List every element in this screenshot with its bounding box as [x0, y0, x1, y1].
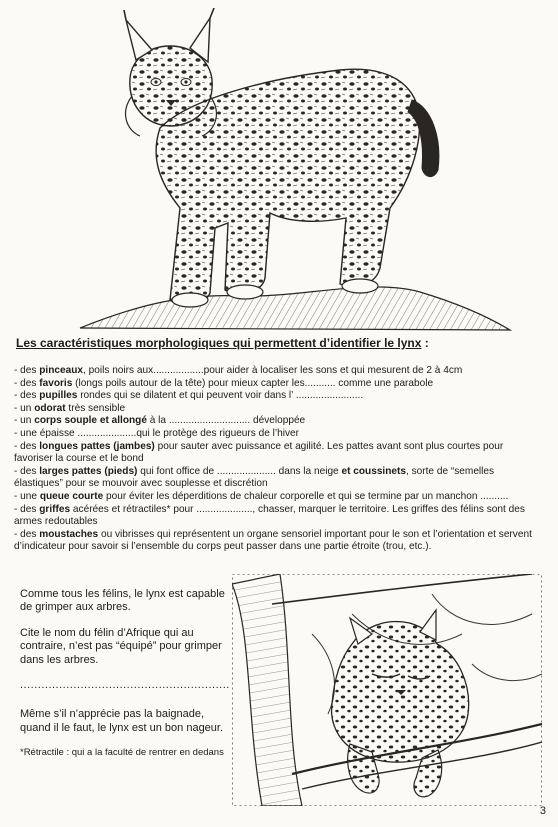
trait-text: très sensible — [65, 402, 126, 414]
trait-text: - une — [14, 490, 40, 502]
trait-item — [14, 365, 544, 378]
trait-item — [14, 378, 544, 391]
answer-line: ........................................................... — [20, 679, 230, 692]
trait-text: qui font office de ..................... dans la neige — [137, 465, 342, 477]
trait-text: pour éviter les déperditions de chaleur corporelle et qui se termine par un manchon .......... — [103, 490, 509, 502]
trait-text: , sorte de “semelles élastiques” pour se mouvoir avec souplesse et discrétion — [14, 465, 495, 490]
trait-text: rondes qui se dilatent et qui peuvent voir dans l’ ........................ — [77, 390, 364, 402]
trait-text: acérées et rétractiles* pour ...................., chasser, marquer le territoire. Les griffes des félins sont des armes redoutables — [14, 503, 525, 528]
trait-text: - un — [14, 415, 35, 427]
trait-text: pour sauter avec puissance et agilité. Les pattes avant sont plus courtes pour favoriser la course et le bond — [14, 440, 504, 465]
trait-text: ou vibrisses qui représentent un organe sensoriel important pour le son et l’orientation et servent d’indicateur pour savoir si l’ensemble du corps peut passer dans une partie étroite (trou, etc.). — [14, 528, 532, 553]
trait-text: - des — [14, 377, 40, 389]
trait-text: - une épaisse — [14, 427, 78, 439]
trait-text: - des — [14, 503, 40, 515]
lynx-cub-in-tree-illustration — [232, 574, 542, 806]
trait-keyword: queue courte — [39, 490, 104, 502]
trait-item — [14, 415, 544, 428]
traits-list — [14, 365, 544, 554]
trait-text: - un — [14, 402, 35, 414]
trait-item — [14, 441, 544, 466]
trait-text: - des — [14, 440, 40, 452]
question-text: Cite le nom du félin d’Afrique qui au contraire, n’est pas “équipé” pour grimper dans les arbres. — [20, 626, 222, 666]
trait-keyword: odorat — [34, 402, 66, 414]
trait-keyword: pinceaux — [39, 365, 84, 376]
trait-keyword: favoris — [39, 377, 73, 389]
side-text-box — [20, 588, 235, 760]
swim-statement: Même s’il n’apprécie pas la baignade, quand il le faut, le lynx est un bon nageur. — [20, 708, 224, 734]
trait-text: , poils noirs aux..................pour aider à localiser les sons et qui mesurent de 2 à 4cm — [83, 365, 463, 376]
trait-text: (longs poils autour de la tête) pour mieux capter les........... comme une parabole — [72, 377, 434, 389]
trait-item — [14, 428, 544, 441]
trait-text: - des — [14, 528, 40, 540]
trait-keyword: larges pattes (pieds) — [39, 465, 138, 477]
trait-item — [14, 390, 544, 403]
trait-text: - des — [14, 465, 40, 477]
trait-text: à la ............................. développée — [146, 415, 306, 427]
heading-suffix: : — [421, 336, 429, 350]
section-heading — [16, 336, 546, 351]
trait-text: - des — [14, 365, 40, 376]
page-number: 3 — [539, 805, 546, 817]
retractile-footnote: *Rétractile : qui a la faculté de rentrer en dedans — [20, 747, 224, 759]
trait-keyword: griffes — [39, 503, 71, 515]
standing-lynx-illustration — [40, 8, 520, 333]
trait-item — [14, 529, 544, 554]
climb-statement: Comme tous les félins, le lynx est capable de grimper aux arbres. — [20, 588, 225, 614]
trait-item — [14, 504, 544, 529]
trait-item — [14, 491, 544, 504]
trait-keyword: et coussinets — [341, 465, 406, 477]
trait-item — [14, 466, 544, 491]
trait-keyword: longues pattes (jambes) — [39, 440, 155, 452]
trait-text: - des — [14, 390, 40, 402]
heading-text: Les caractéristiques morphologiques qui permettent d’identifier le lynx — [16, 336, 422, 350]
trait-text: .....................qui le protège des rigueurs de l’hiver — [77, 427, 300, 439]
trait-keyword: corps souple et allongé — [34, 415, 147, 427]
trait-item — [14, 403, 544, 416]
trait-keyword: moustaches — [39, 528, 99, 540]
trait-keyword: pupilles — [39, 390, 78, 402]
